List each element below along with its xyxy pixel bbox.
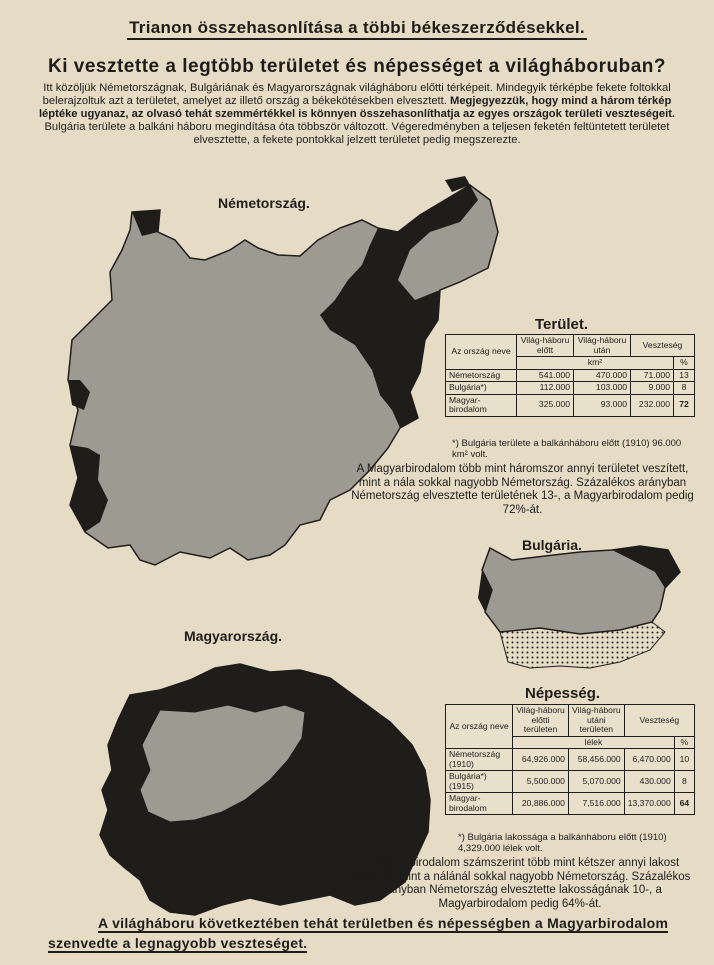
population-footnote: *) Bulgária lakossága a balkánháboru előtt (1910) 4,329.000 lélek volt. [458,832,667,854]
bulgaria-label: Bulgária. [522,537,582,553]
conclusion [48,913,698,953]
page-subtitle: Ki vesztette a legtöbb területet és népességet a világháboruban? [48,56,666,77]
population-table-title: Népesség. [525,685,601,702]
area-table-title: Terület. [535,316,589,333]
hungary-label: Magyarország. [184,628,283,644]
germany-label: Németország. [218,195,310,211]
area-col-loss: Veszteség [631,335,695,357]
area-pct-header: % [674,357,695,370]
pop-col-after: Világ-háboru utáni területen [568,705,624,737]
population-table [445,704,695,815]
table-row: Bulgária*) (1915) 5,500.000 5,070.000 430.000 8 [446,771,695,793]
table-row: Magyar-birodalom 20,886.000 7,516.000 13,370.000 64 [446,793,695,815]
area-col-after: Világ-háboru után [574,335,631,357]
table-row: Magyar-birodalom 325.000 93.000 232.000 72 [446,394,695,416]
conclusion-line-2: szenvedte a legnagyobb veszteséget. [48,935,308,951]
pop-col-loss: Veszteség [624,705,694,737]
conclusion-line-1: A világháboru következtében tehát területben és népességben a Magyarbirodalom [98,915,669,931]
area-col-before: Világ-háboru előtt [517,335,574,357]
area-col-name: Az ország neve [446,335,517,370]
intro-text-1: Itt közöljük Németországnak, Bulgáriának és Magyarországnak világháboru előtti térképeit. Mindegyik térképbe fekete foltokkal belerajzoltuk azt a területet, amelyet az illető ország a békekötésekben elvesztett. [42,82,671,107]
pop-col-name: Az ország neve [446,705,513,749]
area-summary: A Magyarbirodalom több mint háromszor annyi területet veszített, mint a nála sokkal nagyobb Németország. Százalékos arányban Németország elvesztette területének 13-, a Magyarbirodalom pedig 72%-át. [351,463,694,516]
pop-pct-header: % [674,736,694,749]
area-unit: km² [517,357,674,370]
population-summary: A Magyarbirodalom számszerint több mint kétszer annyi lakost veszített, mint a nálánál sokkal nagyobb Németország. Százalékos arányban Németország elvesztette lakosságának 10-, a Magyarbirodalom pedig 64%-át. [349,857,691,910]
pop-col-before: Világ-háboru előtti területen [513,705,569,737]
intro-bold-note: Megjegyezzük, hogy mind a három térkép léptéke ugyanaz, az olvasó tehát szemmértékkel is könnyen összehasonlíthatja az egyes országok területi veszteségeit. [38,95,676,120]
intro-text-2: Bulgária területe a balkáni háboru megindítása óta többször változott. Végeredményben a teljesen feketén feltüntetett területet elvesztette, a fekete pontokkal jelzett területet pedig megszerezte. [44,121,670,146]
pop-unit: lélek [513,736,675,749]
table-row: Németország 541.000 470.000 71.000 13 [446,369,695,382]
area-footnote: *) Bulgária területe a balkánháboru előtt (1910) 96.000 km² volt. [452,438,682,460]
table-row: Bulgária*) 112.000 103.000 9.000 8 [446,382,695,395]
page-title: Trianon összehasonlítása a többi békeszerződésekkel. [0,18,714,38]
table-row: Németország (1910) 64,926.000 58,456.000 6,470.000 10 [446,749,695,771]
